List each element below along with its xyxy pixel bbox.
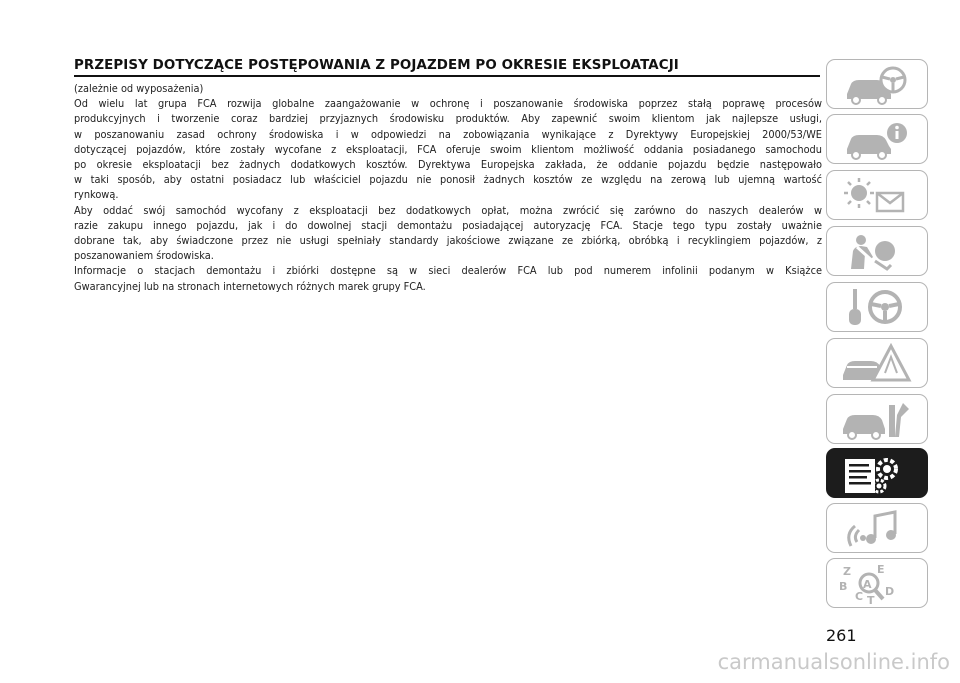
watermark: carmanualsonline.info xyxy=(717,650,950,674)
tab-getting-to-know-car[interactable] xyxy=(826,59,928,109)
multimedia-icon xyxy=(837,508,919,550)
body-line: dotyczącej pojazdów, które zostały wycofane z eksploatacji, FCA oferuje swoim klientom możliwość oddania posiadanego samochodu xyxy=(74,142,822,156)
body-line: po okresie eksploatacji bez żadnych dodatkowych kosztów. Dyrektywa Europejska zakłada, że oddanie pojazdu będzie następowało xyxy=(74,158,822,172)
tab-servicing-care[interactable] xyxy=(826,394,928,444)
body-line: w taki sposób, aby ostatni posiadacz lub właściciel pojazdu nie ponosił żadnych kosztów ze względu na zerową lub ujemną wartość xyxy=(74,173,822,187)
body-line: Od wielu lat grupa FCA rozwija globalne zaangażowanie w ochronę i poszanowanie środowiska poprzez stałą poprawę procesów xyxy=(74,97,822,111)
tab-emergency[interactable] xyxy=(826,338,928,388)
tab-technical-data[interactable] xyxy=(826,448,928,498)
page-number: 261 xyxy=(826,626,857,645)
car-info-icon xyxy=(837,119,919,161)
tab-car-info[interactable] xyxy=(826,114,928,164)
tab-safety[interactable] xyxy=(826,226,928,276)
chapter-tabs xyxy=(826,0,960,683)
index-letter: A xyxy=(863,578,872,591)
body-line: razie zakupu innego pojazdu, jak i do dowolnej stacji demontażu posiadającej autoryzację FCA. Stacje tego typu zostały uważnie xyxy=(74,218,822,232)
index-letter: E xyxy=(877,563,885,576)
body-line: poszanowaniem środowiska. xyxy=(74,249,214,263)
tab-warning-lights[interactable] xyxy=(826,170,928,220)
body-line: dobrane tak, aby świadczone przez nie usługi spełniały standardy jakościowe związane ze zbiórką, obróbką i recyklingiem pojazdów, z xyxy=(74,234,822,248)
alphabetical-index-icon xyxy=(837,563,919,605)
index-letter: T xyxy=(867,594,875,605)
body-line: Informacje o stacjach demontażu i zbiórki dostępne są w sieci dealerów FCA lub pod numerem infolinii podanym w Książce xyxy=(74,264,822,278)
technical-data-gears-icon xyxy=(837,453,919,495)
section-title: PRZEPISY DOTYCZĄCE POSTĘPOWANIA Z POJAZDEM PO OKRESIE EKSPLOATACJI xyxy=(74,58,679,73)
car-service-tools-icon xyxy=(837,399,919,441)
index-letter: D xyxy=(885,585,895,598)
body-line: (zależnie od wyposażenia) xyxy=(74,82,204,95)
tab-starting-driving[interactable] xyxy=(826,282,928,332)
index-letter: B xyxy=(839,580,848,593)
car-emergency-icon xyxy=(837,343,919,385)
car-steering-icon xyxy=(837,64,919,106)
tab-index[interactable] xyxy=(826,558,928,608)
airbag-safety-icon xyxy=(837,231,919,273)
index-letter: C xyxy=(855,590,864,603)
body-line: rynkową. xyxy=(74,188,119,202)
body-line: Aby oddać swój samochód wycofany z eksploatacji bez dodatkowych opłat, można zwrócić się zarówno do naszych dealerów w xyxy=(74,203,822,217)
title-underline xyxy=(74,75,820,77)
section-body xyxy=(74,81,822,294)
index-letter: Z xyxy=(843,565,851,578)
key-steering-wheel-icon xyxy=(837,287,919,329)
warning-lights-icon xyxy=(837,175,919,217)
body-line: produkcyjnych i tworzenie coraz bardziej przyjaznych środowisku produktów. Aby zapewnić swoim klientom jak najlepsze usługi, xyxy=(74,112,822,126)
body-line: Gwarancyjnej lub na stronach internetowych różnych marek grupy FCA. xyxy=(74,279,426,293)
body-line: w poszanowaniu zasad ochrony środowiska i w odpowiedzi na zobowiązania wynikające z Dyrektywy Europejskiej 2000/53/WE xyxy=(74,127,822,141)
tab-multimedia[interactable] xyxy=(826,503,928,553)
